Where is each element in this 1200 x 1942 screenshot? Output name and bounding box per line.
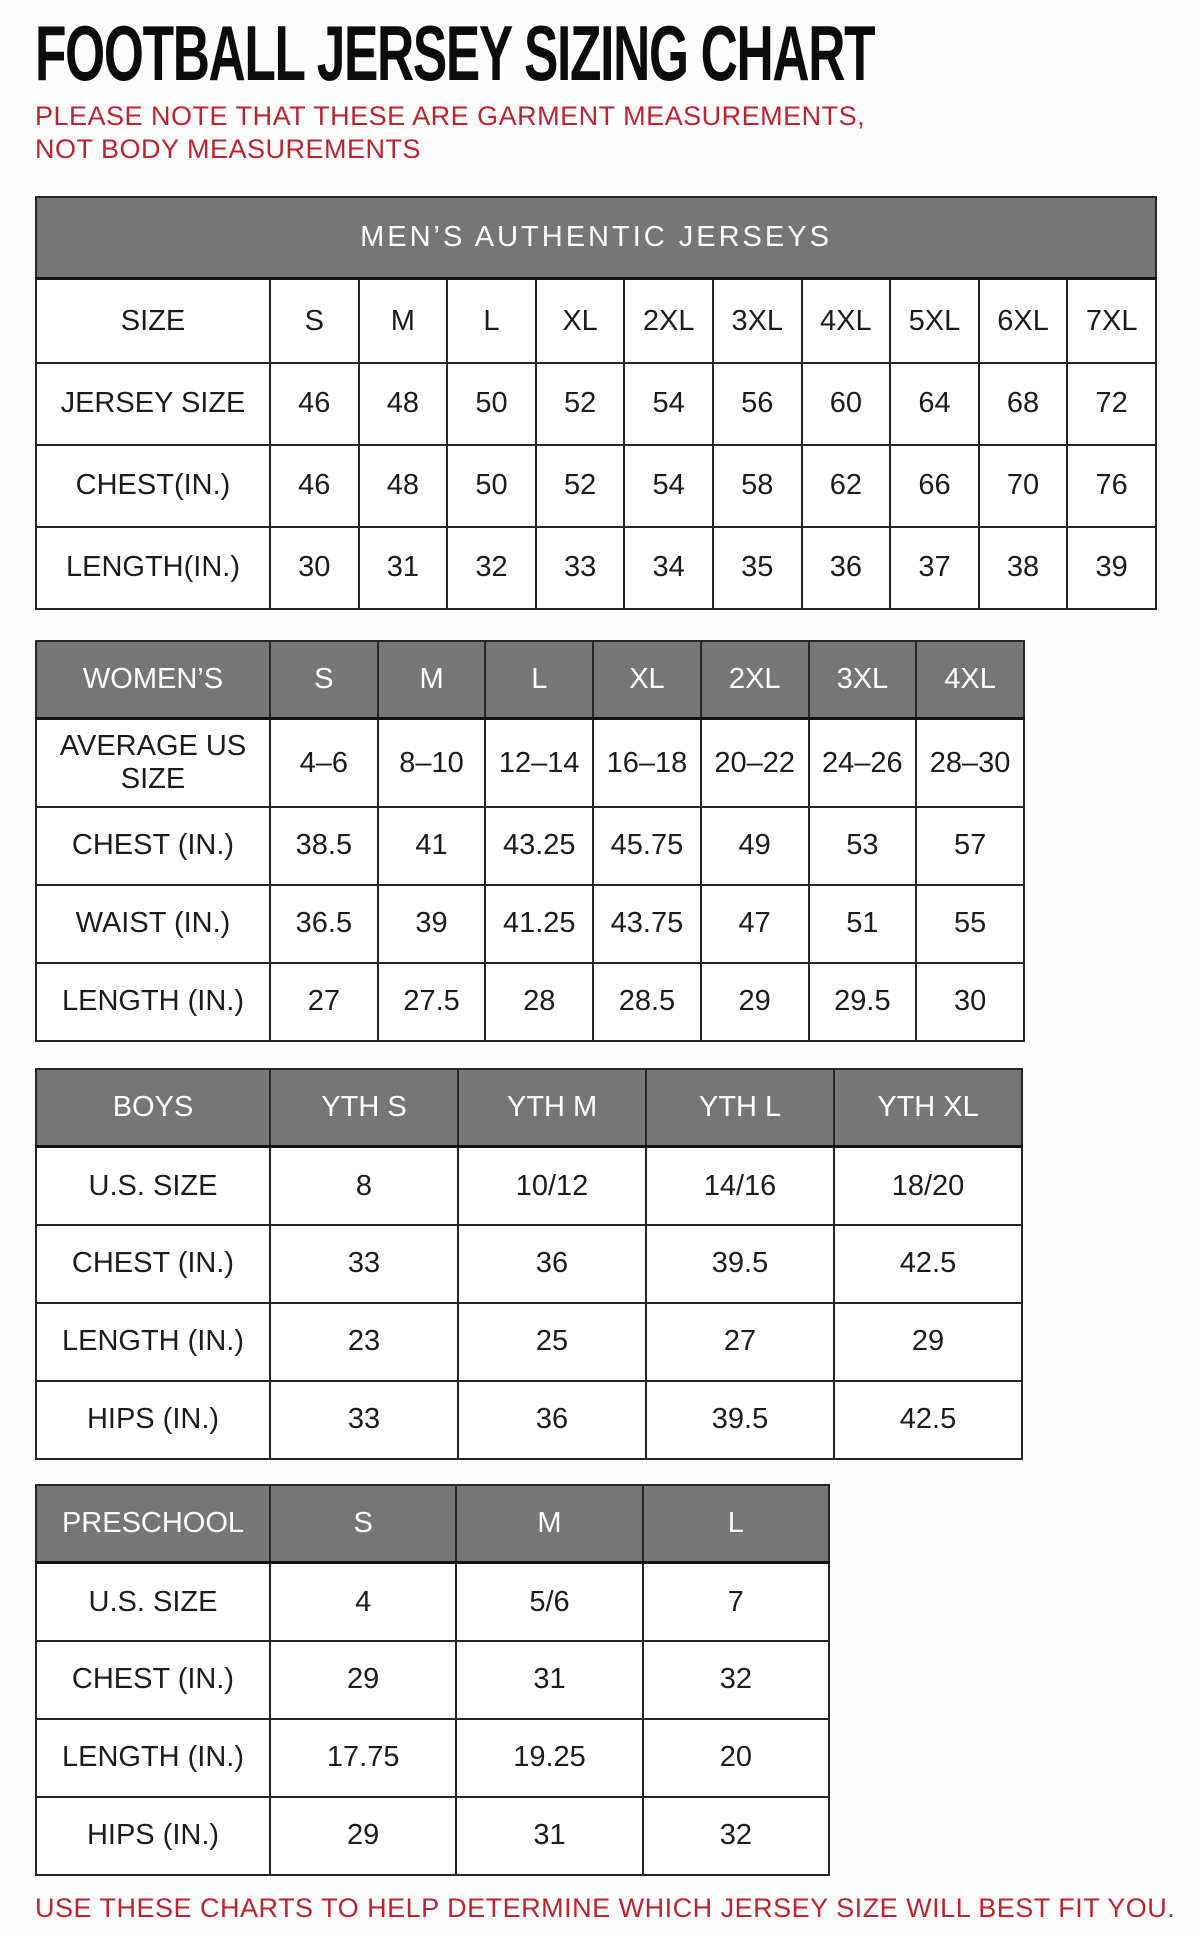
value-cell: 29	[270, 1641, 456, 1719]
value-cell: 24–26	[809, 719, 917, 807]
column-header: 3XL	[809, 641, 917, 719]
mens-header-row	[36, 279, 1156, 363]
row-label: HIPS (IN.)	[36, 1381, 270, 1459]
column-header: YTH S	[270, 1069, 458, 1147]
column-header: 3XL	[713, 279, 802, 363]
column-header: YTH M	[458, 1069, 646, 1147]
table-row	[36, 719, 1024, 807]
row-label: LENGTH (IN.)	[36, 1303, 270, 1381]
value-cell: 54	[624, 445, 713, 527]
value-cell: 31	[456, 1641, 642, 1719]
value-cell: 34	[624, 527, 713, 609]
value-cell: 20	[643, 1719, 829, 1797]
row-label: CHEST(IN.)	[36, 445, 270, 527]
column-header: 2XL	[624, 279, 713, 363]
table-row	[36, 885, 1024, 963]
value-cell: 16–18	[593, 719, 701, 807]
value-cell: 48	[359, 445, 448, 527]
row-label: LENGTH (IN.)	[36, 963, 270, 1041]
boys-header-row	[36, 1069, 1022, 1147]
value-cell: 28	[485, 963, 593, 1041]
column-header: S	[270, 641, 378, 719]
value-cell: 47	[701, 885, 809, 963]
value-cell: 55	[916, 885, 1024, 963]
column-header: L	[447, 279, 536, 363]
value-cell: 8	[270, 1147, 458, 1225]
value-cell: 38	[979, 527, 1068, 609]
value-cell: 68	[979, 363, 1068, 445]
value-cell: 62	[802, 445, 891, 527]
value-cell: 39.5	[646, 1381, 834, 1459]
value-cell: 29	[701, 963, 809, 1041]
value-cell: 4–6	[270, 719, 378, 807]
row-label: U.S. SIZE	[36, 1563, 270, 1641]
boys-sizing-table	[35, 1068, 1023, 1460]
value-cell: 8–10	[378, 719, 486, 807]
value-cell: 57	[916, 807, 1024, 885]
value-cell: 42.5	[834, 1225, 1022, 1303]
value-cell: 29	[834, 1303, 1022, 1381]
table-row	[36, 527, 1156, 609]
garment-measurements-note: PLEASE NOTE THAT THESE ARE GARMENT MEASUREMENTS, NOT BODY MEASUREMENTS	[35, 101, 866, 165]
column-header: M	[378, 641, 486, 719]
value-cell: 33	[270, 1381, 458, 1459]
row-label: U.S. SIZE	[36, 1147, 270, 1225]
value-cell: 64	[890, 363, 979, 445]
value-cell: 38.5	[270, 807, 378, 885]
value-cell: 33	[536, 527, 625, 609]
value-cell: 39	[1067, 527, 1156, 609]
column-header: 5XL	[890, 279, 979, 363]
value-cell: 50	[447, 363, 536, 445]
value-cell: 42.5	[834, 1381, 1022, 1459]
value-cell: 32	[643, 1641, 829, 1719]
value-cell: 28–30	[916, 719, 1024, 807]
value-cell: 4	[270, 1563, 456, 1641]
table-row	[36, 1641, 829, 1719]
value-cell: 27	[270, 963, 378, 1041]
value-cell: 17.75	[270, 1719, 456, 1797]
table-row	[36, 1381, 1022, 1459]
value-cell: 39	[378, 885, 486, 963]
value-cell: 43.75	[593, 885, 701, 963]
preschool-table-section	[35, 1484, 1165, 1876]
table-row	[36, 807, 1024, 885]
column-header: M	[359, 279, 448, 363]
womens-header-row	[36, 641, 1024, 719]
value-cell: 28.5	[593, 963, 701, 1041]
row-label: CHEST (IN.)	[36, 1641, 270, 1719]
value-cell: 72	[1067, 363, 1156, 445]
value-cell: 27.5	[378, 963, 486, 1041]
footer-note: USE THESE CHARTS TO HELP DETERMINE WHICH JERSEY SIZE WILL BEST FIT YOU.	[35, 1892, 1176, 1923]
value-cell: 51	[809, 885, 917, 963]
value-cell: 27	[646, 1303, 834, 1381]
mens-sizing-table	[35, 196, 1157, 610]
table-title-cell: BOYS	[36, 1069, 270, 1147]
column-header: 7XL	[1067, 279, 1156, 363]
womens-table-section	[35, 640, 1165, 1042]
table-title-cell: SIZE	[36, 279, 270, 363]
value-cell: 25	[458, 1303, 646, 1381]
column-header: 6XL	[979, 279, 1068, 363]
value-cell: 52	[536, 363, 625, 445]
table-row	[36, 1225, 1022, 1303]
value-cell: 52	[536, 445, 625, 527]
row-label: LENGTH(IN.)	[36, 527, 270, 609]
column-header: YTH L	[646, 1069, 834, 1147]
value-cell: 23	[270, 1303, 458, 1381]
value-cell: 36	[458, 1225, 646, 1303]
value-cell: 53	[809, 807, 917, 885]
column-header: L	[485, 641, 593, 719]
value-cell: 20–22	[701, 719, 809, 807]
value-cell: 36	[458, 1381, 646, 1459]
value-cell: 5/6	[456, 1563, 642, 1641]
value-cell: 31	[359, 527, 448, 609]
row-label: WAIST (IN.)	[36, 885, 270, 963]
value-cell: 54	[624, 363, 713, 445]
value-cell: 7	[643, 1563, 829, 1641]
row-label: AVERAGE US SIZE	[36, 719, 270, 807]
row-label: HIPS (IN.)	[36, 1797, 270, 1875]
value-cell: 18/20	[834, 1147, 1022, 1225]
value-cell: 29	[270, 1797, 456, 1875]
mens-banner-title: MEN’S AUTHENTIC JERSEYS	[36, 197, 1156, 279]
womens-sizing-table	[35, 640, 1025, 1042]
value-cell: 30	[270, 527, 359, 609]
value-cell: 70	[979, 445, 1068, 527]
value-cell: 41	[378, 807, 486, 885]
page-title: FOOTBALL JERSEY SIZING CHART	[35, 9, 875, 97]
value-cell: 29.5	[809, 963, 917, 1041]
column-header: S	[270, 1485, 456, 1563]
preschool-sizing-table	[35, 1484, 830, 1876]
row-label: JERSEY SIZE	[36, 363, 270, 445]
value-cell: 10/12	[458, 1147, 646, 1225]
value-cell: 14/16	[646, 1147, 834, 1225]
row-label: CHEST (IN.)	[36, 807, 270, 885]
value-cell: 60	[802, 363, 891, 445]
table-row	[36, 1147, 1022, 1225]
value-cell: 31	[456, 1797, 642, 1875]
value-cell: 32	[643, 1797, 829, 1875]
table-banner-row	[36, 197, 1156, 279]
value-cell: 35	[713, 527, 802, 609]
column-header: 2XL	[701, 641, 809, 719]
table-title-cell: PRESCHOOL	[36, 1485, 270, 1563]
value-cell: 58	[713, 445, 802, 527]
value-cell: 56	[713, 363, 802, 445]
value-cell: 36	[802, 527, 891, 609]
value-cell: 43.25	[485, 807, 593, 885]
boys-table-section	[35, 1068, 1165, 1460]
table-row	[36, 963, 1024, 1041]
value-cell: 36.5	[270, 885, 378, 963]
value-cell: 12–14	[485, 719, 593, 807]
table-row	[36, 1719, 829, 1797]
value-cell: 76	[1067, 445, 1156, 527]
table-title-cell: WOMEN’S	[36, 641, 270, 719]
table-row	[36, 1563, 829, 1641]
value-cell: 30	[916, 963, 1024, 1041]
column-header: S	[270, 279, 359, 363]
value-cell: 46	[270, 363, 359, 445]
column-header: XL	[536, 279, 625, 363]
value-cell: 37	[890, 527, 979, 609]
column-header: 4XL	[802, 279, 891, 363]
table-row	[36, 1797, 829, 1875]
table-row	[36, 445, 1156, 527]
value-cell: 41.25	[485, 885, 593, 963]
value-cell: 19.25	[456, 1719, 642, 1797]
mens-table-section	[35, 196, 1165, 610]
value-cell: 39.5	[646, 1225, 834, 1303]
column-header: 4XL	[916, 641, 1024, 719]
table-row	[36, 1303, 1022, 1381]
column-header: L	[643, 1485, 829, 1563]
value-cell: 32	[447, 527, 536, 609]
preschool-header-row	[36, 1485, 829, 1563]
column-header: M	[456, 1485, 642, 1563]
value-cell: 48	[359, 363, 448, 445]
value-cell: 49	[701, 807, 809, 885]
table-row	[36, 363, 1156, 445]
value-cell: 45.75	[593, 807, 701, 885]
column-header: YTH XL	[834, 1069, 1022, 1147]
value-cell: 46	[270, 445, 359, 527]
column-header: XL	[593, 641, 701, 719]
row-label: LENGTH (IN.)	[36, 1719, 270, 1797]
value-cell: 50	[447, 445, 536, 527]
value-cell: 66	[890, 445, 979, 527]
row-label: CHEST (IN.)	[36, 1225, 270, 1303]
value-cell: 33	[270, 1225, 458, 1303]
